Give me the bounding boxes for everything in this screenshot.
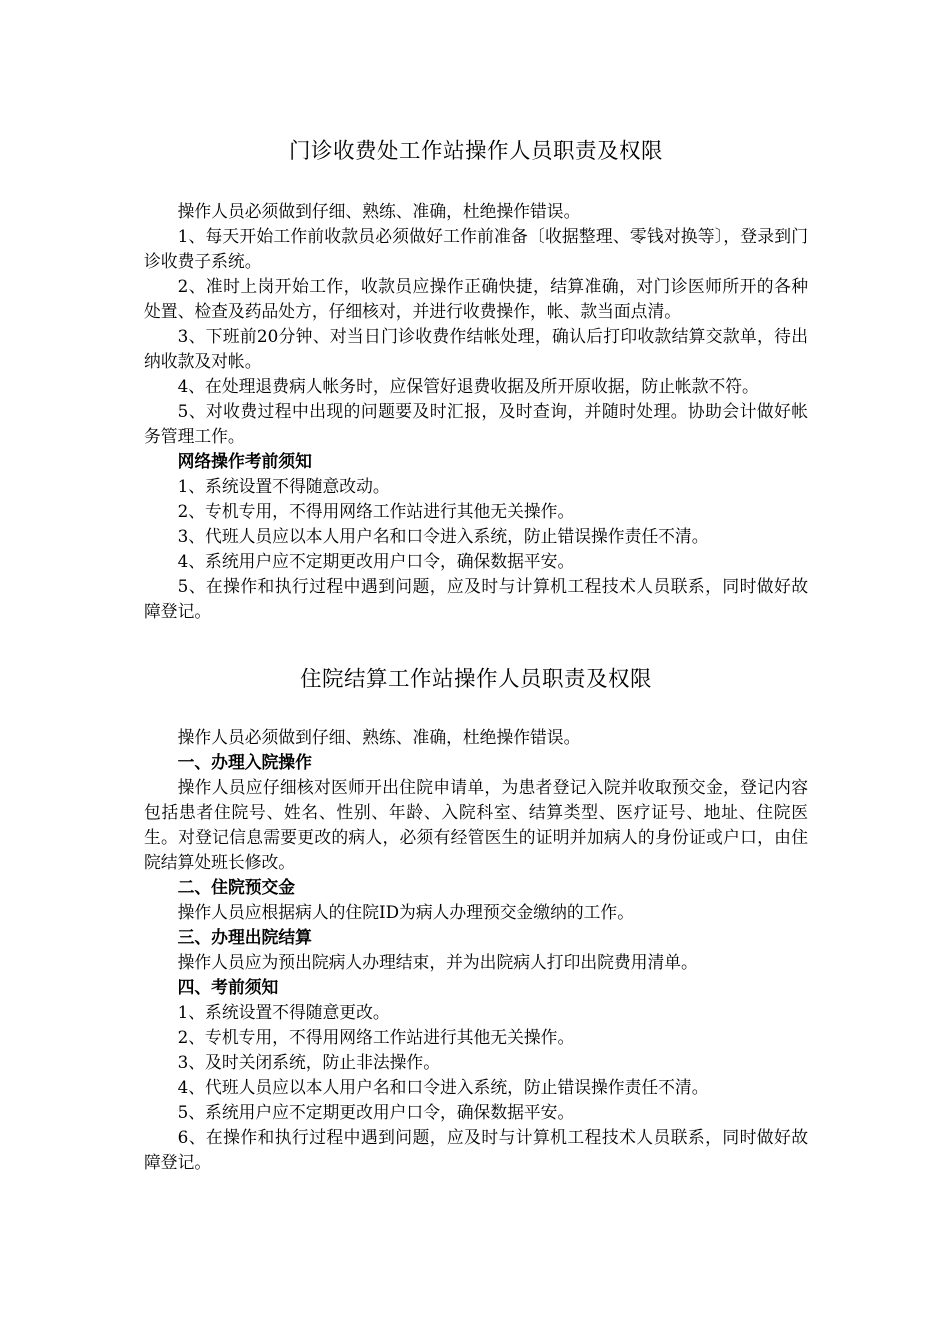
network-item-2: 2、专机专用，不得用网络工作站进行其他无关操作。 <box>177 501 575 521</box>
notice-item-4: 4、代班人员应以本人用户名和口令进入系统，防止错误操作责任不清。 <box>177 1077 709 1097</box>
notice-item-2: 2、专机专用，不得用网络工作站进行其他无关操作。 <box>177 1027 575 1047</box>
admission-heading: 一、办理入院操作 <box>177 752 312 772</box>
notice-heading: 四、考前须知 <box>177 977 279 997</box>
section2-intro: 操作人员必须做到仔细、熟练、准确，杜绝操作错误。 <box>177 727 581 747</box>
network-item-1: 1、系统设置不得随意改动。 <box>177 476 390 496</box>
document-body <box>144 132 808 1175</box>
section2-title: 住院结算工作站操作人员职责及权限 <box>299 667 652 692</box>
section1-title: 门诊收费处工作站操作人员职责及权限 <box>288 139 663 164</box>
network-item-3: 3、代班人员应以本人用户名和口令进入系统，防止错误操作责任不清。 <box>177 526 709 546</box>
discharge-heading: 三、办理出院结算 <box>177 927 312 947</box>
section1-item-3: 3、下班前20分钟、对当日门诊收费作结帐处理，确认后打印收款结算交款单，待出纳收款及对帐。 <box>144 326 808 371</box>
section1-item-5: 5、对收费过程中出现的问题要及时汇报，及时查询，并随时处理。协助会计做好帐务管理工作。 <box>144 401 808 446</box>
notice-item-1: 1、系统设置不得随意更改。 <box>177 1002 390 1022</box>
section1-item-4: 4、在处理退费病人帐务时，应保管好退费收据及所开原收据，防止帐款不符。 <box>177 376 759 396</box>
section1-item-2: 2、准时上岗开始工作，收款员应操作正确快捷，结算准确，对门诊医师所开的各种处置、检查及药品处方，仔细核对，并进行收费操作，帐、款当面点清。 <box>144 276 808 321</box>
section1-intro: 操作人员必须做到仔细、熟练、准确，杜绝操作错误。 <box>177 201 581 221</box>
deposit-text: 操作人员应根据病人的住院ID为病人办理预交金缴纳的工作。 <box>177 902 634 922</box>
notice-item-6: 6、在操作和执行过程中遇到问题，应及时与计算机工程技术人员联系，同时做好故障登记。 <box>144 1127 808 1172</box>
notice-item-5: 5、系统用户应不定期更改用户口令，确保数据平安。 <box>177 1102 575 1122</box>
network-item-5: 5、在操作和执行过程中遇到问题，应及时与计算机工程技术人员联系，同时做好故障登记。 <box>144 576 808 621</box>
notice-item-3: 3、及时关闭系统，防止非法操作。 <box>177 1052 440 1072</box>
discharge-text: 操作人员应为预出院病人办理结束，并为出院病人打印出院费用清单。 <box>177 952 698 972</box>
network-heading: 网络操作考前须知 <box>177 451 312 471</box>
network-item-4: 4、系统用户应不定期更改用户口令，确保数据平安。 <box>177 551 575 571</box>
admission-text: 操作人员应仔细核对医师开出住院申请单，为患者登记入院并收取预交金，登记内容包括患者住院号、姓名、性别、年龄、入院科室、结算类型、医疗证号、地址、住院医生。对登记信息需要更改的病人，必须有经管医生的证明并加病人的身份证或户口，由住院结算处班长修改。 <box>144 777 808 872</box>
section1-item-1: 1、每天开始工作前收款员必须做好工作前准备〔收据整理、零钱对换等〕，登录到门诊收费子系统。 <box>144 226 808 271</box>
deposit-heading: 二、住院预交金 <box>177 877 296 897</box>
